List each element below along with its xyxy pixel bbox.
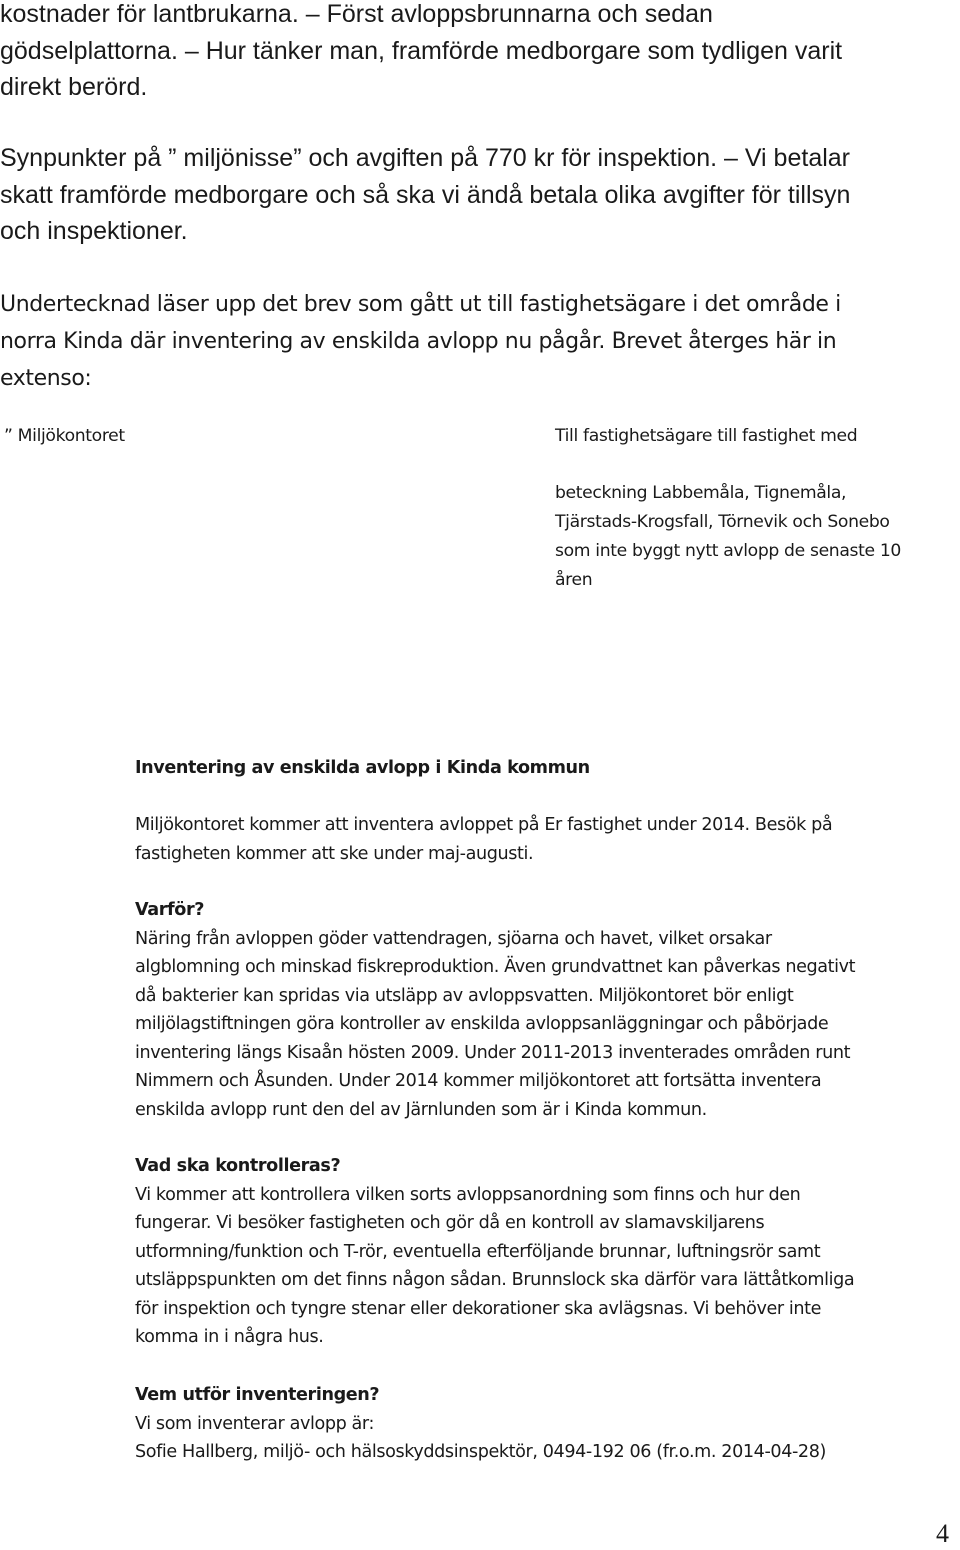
section-heading: Vad ska kontrolleras? (135, 1156, 341, 1176)
section-heading: Inventering av enskilda avlopp i Kinda kommun (135, 758, 590, 778)
recipient-line: Till fastighetsägare till fastighet med (555, 426, 858, 446)
letter-recipient-block (555, 479, 901, 595)
text-line: norra Kinda där inventering av enskilda avlopp nu pågår. Brevet återges här in (0, 329, 837, 354)
text-line: Vi som inventerar avlopp är: (135, 1413, 374, 1434)
text-line: komma in i några hus. (135, 1327, 324, 1347)
text-line: fungerar. Vi besöker fastigheten och gör då en kontroll av slamavskiljarens (135, 1213, 765, 1233)
section-vem (135, 1381, 826, 1467)
section-heading: Varför? (135, 900, 205, 920)
section-kontroll (135, 1152, 854, 1352)
text-line: kostnader för lantbrukarna. – Först avloppsbrunnarna och sedan (0, 0, 713, 28)
text-line: då bakterier kan spridas via utsläpp av avloppsvatten. Miljökontoret bör enligt (135, 985, 794, 1006)
text-line: extenso: (0, 366, 92, 391)
text-line: Nimmern och Åsunden. Under 2014 kommer miljökontoret att fortsätta inventera (135, 1071, 822, 1091)
text-line: skatt framförde medborgare och så ska vi ändå betala olika avgifter för tillsyn (0, 180, 851, 209)
text-line: fastigheten kommer att ske under maj-augusti. (135, 843, 534, 864)
text-line: Undertecknad läser upp det brev som gått ut till fastighetsägare i det område i (0, 292, 841, 317)
letter-intro (135, 811, 832, 868)
letter-sender (4, 422, 125, 451)
section-varfor (135, 896, 855, 1124)
paragraph-undertecknad (0, 286, 841, 397)
text-line: algblomning och minskad fiskreproduktion. Även grundvattnet kan påverkas negativt (135, 957, 856, 977)
text-line: direkt berörd. (0, 73, 148, 101)
text-line: enskilda avlopp runt den del av Järnlunden som är i Kinda kommun. (135, 1099, 707, 1120)
text-line: inventering längs Kisaån hösten 2009. Under 2011-2013 inventerades områden runt (135, 1042, 851, 1063)
letter-heading (135, 754, 590, 783)
paragraph-intro (0, 0, 842, 106)
letter-recipient-heading (555, 422, 857, 451)
text-line: utsläppspunkten om det finns någon sådan. Brunnslock ska därför vara lättåtkomliga (135, 1270, 855, 1290)
recipient-line: som inte byggt nytt avlopp de senaste 10 (555, 541, 902, 561)
recipient-line: Tjärstads-Krogsfall, Törnevik och Sonebo (555, 512, 890, 532)
text-line: för inspektion och tyngre stenar eller dekorationer ska avlägsnas. Vi behöver inte (135, 1298, 822, 1319)
section-heading: Vem utför inventeringen? (135, 1385, 380, 1405)
recipient-line: beteckning Labbemåla, Tignemåla, (555, 483, 847, 503)
text-line: utformning/funktion och T-rör, eventuella efterföljande brunnar, luftningsrör samt (135, 1241, 821, 1262)
text-line: och inspektioner. (0, 217, 188, 245)
recipient-line: åren (555, 570, 593, 590)
text-line: gödselplattorna. – Hur tänker man, framförde medborgare som tydligen varit (0, 36, 843, 65)
text-line: Vi kommer att kontrollera vilken sorts avloppsanordning som finns och hur den (135, 1184, 801, 1205)
text-line: Synpunkter på ” miljönisse” och avgiften på 770 kr för inspektion. – Vi betalar (0, 144, 850, 172)
text-line: Näring från avloppen göder vattendragen, sjöarna och havet, vilket orsakar (135, 928, 772, 949)
page-number: 4 (936, 1519, 949, 1548)
text-line: miljölagstiftningen göra kontroller av enskilda avloppsanläggningar och påbörjade (135, 1014, 829, 1034)
sender-label: ” Miljökontoret (4, 426, 125, 446)
paragraph-synpunkter (0, 140, 850, 250)
text-line: Miljökontoret kommer att inventera avloppet på Er fastighet under 2014. Besök på (135, 815, 833, 835)
text-line: Sofie Hallberg, miljö- och hälsoskyddsinspektör, 0494-192 06 (fr.o.m. 2014-04-28) (135, 1442, 826, 1462)
